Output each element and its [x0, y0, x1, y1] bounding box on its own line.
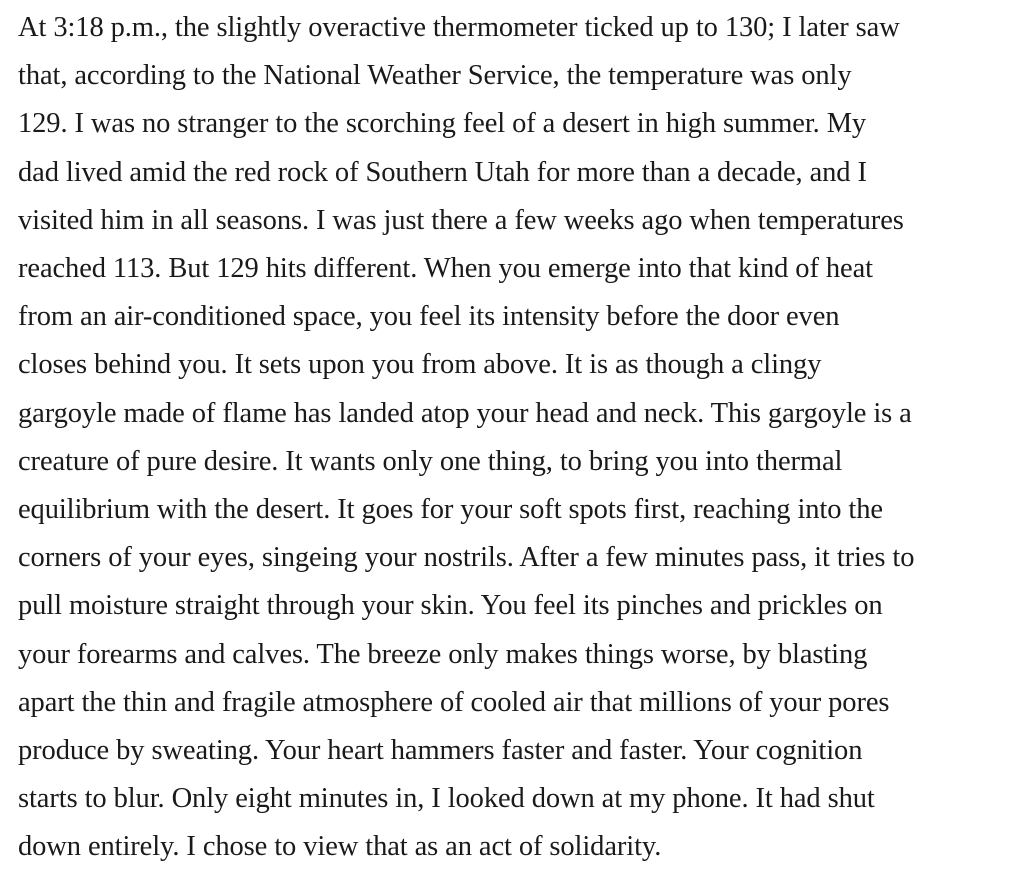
text-line: your forearms and calves. The breeze only makes things worse, by blasting	[18, 638, 868, 670]
text-line: from an air-conditioned space, you feel its intensity before the door even	[18, 301, 840, 333]
text-line: visited him in all seasons. I was just there a few weeks ago when temperatures	[18, 204, 904, 236]
text-line: gargoyle made of flame has landed atop your head and neck. This gargoyle is a	[18, 397, 912, 429]
text-line: apart the thin and fragile atmosphere of cooled air that millions of your pores	[18, 686, 890, 718]
text-line: creature of pure desire. It wants only one thing, to bring you into thermal	[18, 445, 843, 477]
article-paragraph	[18, 4, 1006, 872]
text-line: closes behind you. It sets upon you from above. It is as though a clingy	[18, 349, 822, 381]
text-line: produce by sweating. Your heart hammers faster and faster. Your cognition	[18, 735, 863, 767]
text-line: equilibrium with the desert. It goes for your soft spots first, reaching into the	[18, 494, 883, 526]
text-line: corners of your eyes, singeing your nostrils. After a few minutes pass, it tries to	[18, 542, 915, 574]
text-line: that, according to the National Weather Service, the temperature was only	[18, 60, 852, 92]
text-line: starts to blur. Only eight minutes in, I looked down at my phone. It had shut	[18, 783, 875, 815]
text-line: pull moisture straight through your skin. You feel its pinches and prickles on	[18, 590, 883, 622]
text-line: down entirely. I chose to view that as an act of solidarity.	[18, 831, 662, 863]
text-line: reached 113. But 129 hits different. When you emerge into that kind of heat	[18, 253, 873, 285]
text-line: dad lived amid the red rock of Southern Utah for more than a decade, and I	[18, 156, 867, 188]
text-line: 129. I was no stranger to the scorching feel of a desert in high summer. My	[18, 108, 867, 140]
text-line: At 3:18 p.m., the slightly overactive thermometer ticked up to 130; I later saw	[18, 12, 900, 43]
